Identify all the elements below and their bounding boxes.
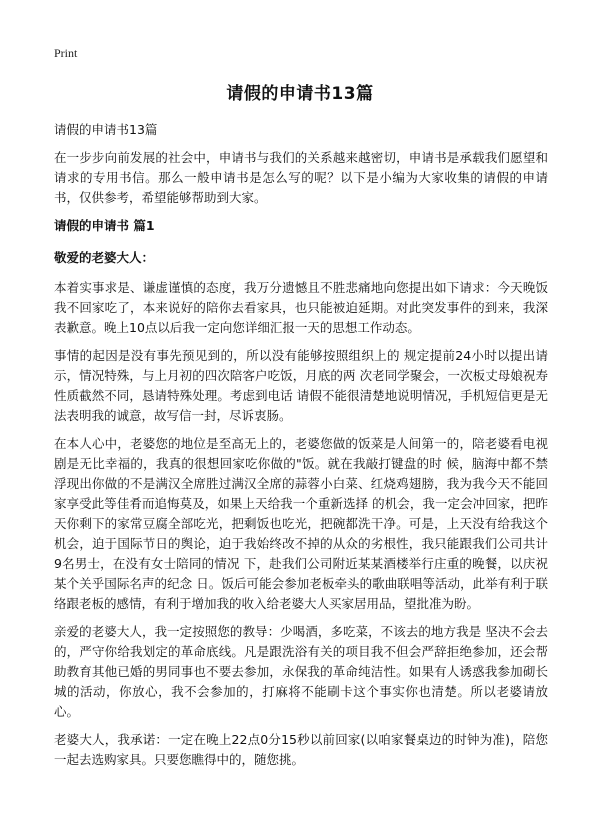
body-paragraph-2: 事情的起因是没有事先预见到的，所以没有能够按照组织上的 规定提前24小时以提出请示，情况特殊，与上月初的四次陪客户吃饭，月底的两 次老同学聚会，一次板丈母娘祝寿性质截然不同，恳请特殊处理。考虑到电话 请假不能很清楚地说明情况，手机短信更是无法表明我的诚意，故写信一封，尽诉衷肠。 xyxy=(54,348,548,423)
salutation: 敬爱的老婆大人： xyxy=(54,250,155,265)
intro-paragraph: 在一步步向前发展的社会中，申请书与我们的关系越来越密切，申请书是承载我们愿望和请求的专用书信。那么一般申请书是怎么写的呢？以下是小编为大家收集的请假的申请书，仅供参考，希望能够帮助到大家。 xyxy=(54,150,548,205)
body-paragraph-3: 在本人心中，老婆您的地位是至高无上的，老婆您做的饭菜是人间第一的，陪老婆看电视剧是无比幸福的，我真的很想回家吃你做的"饭。就在我敲打键盘的时 候，脑海中都不禁浮现出你做的不是满汉全席胜过满汉全席的蒜蓉小白菜、红烧鸡翅膀，我为我今天不能回家享受此等佳肴而追悔莫及，如果上天给我一个重新选择 的机会，我一定会冲回家，把昨天你剩下的家常豆腐全部吃光，把剩饭也吃光，把碗都洗干净。可是，上天没有给我这个机会，迫于国际节日的舆论，迫于我始终改不掉的从众的劣根性，我只能跟我们公司共计9名男士，在没有女士陪同的情况 下，赴我们公司附近某某酒楼举行庄重的晚餐，以庆祝某个关乎国际名声的纪念 日。饭后可能会参加老板牵头的歌曲联唱等活动，此举有利于联络跟老板的感情，有利于增加我的收入给老婆大人买家居用品，望批准为盼。 xyxy=(54,436,548,611)
page-title: 请假的申请书13篇 xyxy=(226,84,374,104)
body-paragraph-5: 老婆大人，我承诺：一定在晚上22点0分15秒以前回家(以咱家餐桌边的时钟为准)，陪您一起去选购家具。只要您瞧得中的，随您挑。 xyxy=(54,732,548,767)
document-body xyxy=(54,120,548,778)
document-subtitle: 请假的申请书13篇 xyxy=(54,122,158,137)
body-paragraph-4: 亲爱的老婆大人，我一定按照您的教导：少喝酒，多吃菜，不该去的地方我是 坚决不会去的，严守你给我划定的革命底线。凡是跟洗浴有关的项目我不但会严辞拒绝参加，还会帮助教育其他已婚的男同事也不要去参加，永保我的革命纯洁性。如果有人诱惑我参加砌长城的活动，你放心，我不会参加的，打麻将不能刷卡这个事实你也清楚。所以老婆请放心。 xyxy=(54,624,548,719)
body-paragraph-1: 本着实事求是、谦虚谨慎的态度，我万分遗憾且不胜悲痛地向您提出如下请求：今天晚饭我不回家吃了，本来说好的陪你去看家具，也只能被迫延期。对此突发事件的到来，我深表歉意。晚上10点以后我一定向您详细汇报一天的思想工作动态。 xyxy=(54,280,548,335)
print-link[interactable]: Print xyxy=(54,46,78,60)
section-heading: 请假的申请书 篇1 xyxy=(54,218,155,233)
